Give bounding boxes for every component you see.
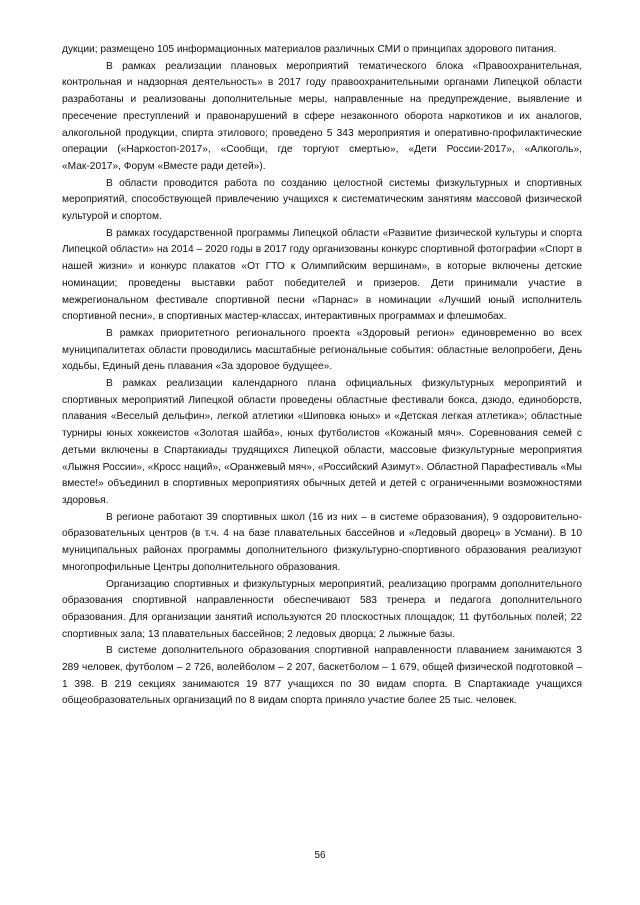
paragraph-continuation: дукции; размещено 105 информационных материалов различных СМИ о принципах здорового питания. (62, 44, 557, 55)
paragraph-calendar-plan: В рамках реализации календарного плана официальных физкультурных мероприятий и спортивных мероприятий Липецкой области проведены областные фестивали бокса, дзюдо, единоборств, плавания «Веселый дельфин», легкой атлетики «Шиповка юных» и «Детская легкая атлетика»; областные турниры юных хоккеистов «Золотая шайба», юных футболистов «Кожаный мяч». Соревнования семей с детьми включены в Спартакиады трудящихся Липецкой области, массовые физкультурные мероприятия «Лыжня России», «Кросс наций», «Оранжевый мяч», «Российский Азимут». Областной Парафестиваль «Мы вместе!» объединил в спортивных мероприятиях обычных детей и детей с ограниченными возможностями здоровья. (62, 378, 582, 506)
paragraph-sports-system: В области проводится работа по созданию целостной системы физкультурных и спортивных мероприятий, способствующей привлечению учащихся к систематическим занятиям массовой физической культурой и спортом. (62, 177, 582, 223)
paragraph-state-program: В рамках государственной программы Липецкой области «Развитие физической культуры и спорта Липецкой области» на 2014 – 2020 годы в 2017 году организованы конкурс спортивной фотографии «Спорт в нашей жизни» и конкурс плакатов «От ГТО к Олимпийским вершинам», в которые включены детские номинации; проведены выставки работ победителей и призеров. Дети принимали участие в межрегиональном фестивале спортивной песни «Парнас» в номинации «Лучший юный исполнитель спортивной песни», в спортивных мастер-классах, интерактивных программах и флешмобах. (62, 227, 582, 323)
paragraph-sports-schools: В регионе работают 39 спортивных школ (16 из них – в системе образования), 9 оздоровительно-образовательных центров (в т.ч. 4 на базе плавательных бассейнов и «Ледовый дворец» в Усмани). В 10 муниципальных районах программы дополнительного физкультурно-спортивного образования реализуют многопрофильные Центры дополнительного образования. (62, 511, 582, 573)
page-number: 56 (314, 850, 326, 861)
paragraph-coaches-facilities: Организацию спортивных и физкультурных мероприятий, реализацию программ дополнительного образования спортивной направленности обеспечивают 583 тренера и педагога дополнительного образования. Для организации занятий используются 20 плоскостных площадок; 11 футбольных полей; 22 спортивных зала; 13 плавательных бассейнов; 2 ледовых дворца; 2 лыжные базы. (62, 578, 582, 640)
body-text (62, 42, 582, 710)
paragraph-participation-stats: В системе дополнительного образования спортивной направленности плаванием занимаются 3 289 человек, футболом – 2 726, волейболом – 2 207, баскетболом – 1 679, общей физической подготовкой – 1 398. В 219 секциях занимаются 19 877 учащихся по 30 видам спорта. В Спартакиаде учащихся общеобразовательных организаций по 8 видам спорта приняло участие более 25 тыс. человек. (62, 645, 582, 707)
paragraph-law-enforcement: В рамках реализации плановых мероприятий тематического блока «Правоохранительная, контрольная и надзорная деятельность» в 2017 году правоохранительными органами Липецкой области разработаны и реализованы дополнительные меры, направленные на предупреждение, выявление и пресечение преступлений и правонарушений в сфере незаконного оборота наркотиков и их аналогов, алкогольной продукции, спирта этилового; проведено 5 343 мероприятия и оперативно-профилактические операции («Наркостоп-2017», «Сообщи, где торгуют смертью», «Дети России-2017», «Алкоголь», «Мак-2017», Форум «Вместе ради детей»). (62, 60, 582, 172)
paragraph-healthy-region: В рамках приоритетного регионального проекта «Здоровый регион» единовременно во всех муниципалитетах области проводились масштабные региональные события: областные велопробеги, День ходьбы, Единый день плавания «За здоровое будущее». (62, 327, 582, 373)
